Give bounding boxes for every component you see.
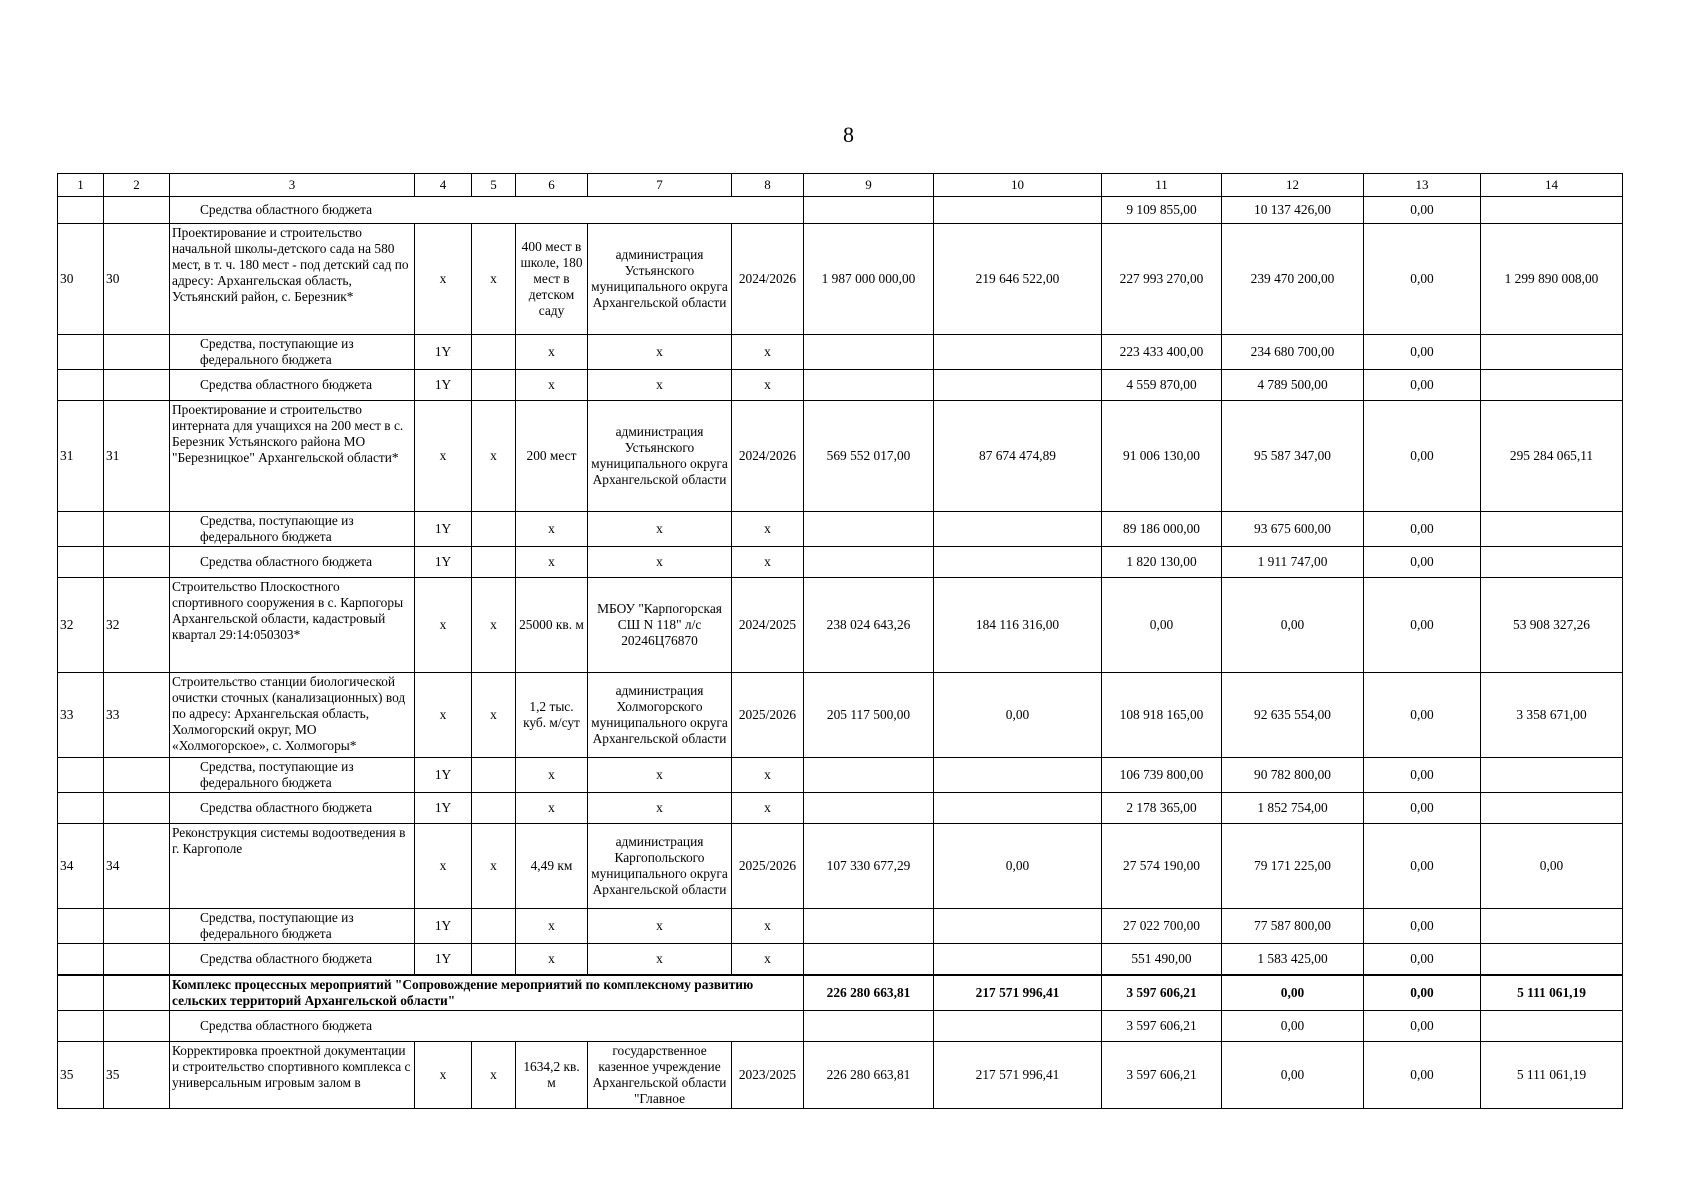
cell: 4 789 500,00 (1222, 370, 1364, 401)
cell: 0,00 (1481, 824, 1623, 909)
funding-source-label: Средства, поступающие из федерального бюджета (170, 909, 415, 944)
project-name: Проектирование и строительство начальной школы-детского сада на 580 мест, в т. ч. 180 мест - под детский сад по адресу: Архангельская область, Устьянский район, с. Березник* (170, 224, 415, 335)
funding-source-row (58, 197, 1623, 224)
cell: 1Y (415, 944, 472, 975)
cell: 400 мест в школе, 180 мест в детском саду (516, 224, 588, 335)
cell: 0,00 (1364, 335, 1481, 370)
amount-cell: 9 109 855,00 (1102, 197, 1222, 224)
cell: 0,00 (1364, 673, 1481, 758)
column-header: 13 (1364, 174, 1481, 197)
cell (804, 758, 934, 793)
cell: х (588, 512, 732, 547)
cell: 4,49 км (516, 824, 588, 909)
cell: 3 597 606,21 (1102, 1041, 1222, 1108)
project-row (58, 401, 1623, 512)
column-header: 6 (516, 174, 588, 197)
cell: 108 918 165,00 (1102, 673, 1222, 758)
empty-cell (104, 197, 170, 224)
cell: 0,00 (1364, 1041, 1481, 1108)
column-header: 4 (415, 174, 472, 197)
column-header: 12 (1222, 174, 1364, 197)
cell (934, 909, 1102, 944)
cell: х (472, 401, 516, 512)
cell: 1634,2 кв. м (516, 1041, 588, 1108)
cell: 1,2 тыс. куб. м/сут (516, 673, 588, 758)
empty-cell (58, 547, 104, 578)
project-row (58, 673, 1623, 758)
empty-cell (58, 512, 104, 547)
amount-cell: 0,00 (1364, 197, 1481, 224)
project-row (58, 824, 1623, 909)
cell: 27 022 700,00 (1102, 909, 1222, 944)
cell: 2025/2026 (732, 824, 804, 909)
cell: 0,00 (1102, 578, 1222, 673)
column-header: 1 (58, 174, 104, 197)
cell (934, 793, 1102, 824)
empty-cell (104, 512, 170, 547)
empty-cell (58, 944, 104, 975)
funding-source-row (58, 758, 1623, 793)
project-name: Строительство станции биологической очистки сточных (канализационных) вод по адресу: Архангельская область, Холмогорский округ, МО «Холмогорское», с. Холмогоры* (170, 673, 415, 758)
cell: 2024/2026 (732, 401, 804, 512)
cell: 1 299 890 008,00 (1481, 224, 1623, 335)
empty-cell (104, 1010, 170, 1041)
item-number: 34 (104, 824, 170, 909)
funding-source-row (58, 547, 1623, 578)
cell: х (516, 547, 588, 578)
empty-cell (104, 335, 170, 370)
empty-cell (58, 975, 104, 1011)
cell: 295 284 065,11 (1481, 401, 1623, 512)
empty-cell (104, 909, 170, 944)
cell: 223 433 400,00 (1102, 335, 1222, 370)
cell (472, 758, 516, 793)
funding-source-label: Средства, поступающие из федерального бюджета (170, 758, 415, 793)
cell: 1 911 747,00 (1222, 547, 1364, 578)
empty-cell (104, 793, 170, 824)
cell (1481, 512, 1623, 547)
row-number: 35 (58, 1041, 104, 1108)
page-number: 8 (843, 122, 854, 147)
funding-source-label: Средства областного бюджета (170, 944, 415, 975)
cell: 1Y (415, 758, 472, 793)
amount-cell: 0,00 (1222, 1010, 1364, 1041)
funding-source-row (58, 909, 1623, 944)
empty-cell (104, 975, 170, 1011)
cell: 0,00 (934, 673, 1102, 758)
amount-cell (934, 197, 1102, 224)
project-name: Строительство Плоскостного спортивного сооружения в с. Карпогоры Архангельской области, кадастровый квартал 29:14:050303* (170, 578, 415, 673)
cell (804, 370, 934, 401)
cell: 0,00 (1364, 824, 1481, 909)
cell: 106 739 800,00 (1102, 758, 1222, 793)
cell: 2023/2025 (732, 1041, 804, 1108)
cell: х (472, 1041, 516, 1108)
cell: 200 мест (516, 401, 588, 512)
cell: 1Y (415, 370, 472, 401)
cell: 1Y (415, 512, 472, 547)
funding-source-row (58, 335, 1623, 370)
cell: х (732, 335, 804, 370)
cell: 239 470 200,00 (1222, 224, 1364, 335)
funding-source-row (58, 793, 1623, 824)
cell: администрация Устьянского муниципального округа Архангельской области (588, 401, 732, 512)
cell: 27 574 190,00 (1102, 824, 1222, 909)
cell (472, 335, 516, 370)
cell: 91 006 130,00 (1102, 401, 1222, 512)
cell: 0,00 (1222, 578, 1364, 673)
cell: 25000 кв. м (516, 578, 588, 673)
cell: 1 987 000 000,00 (804, 224, 934, 335)
cell: 0,00 (1364, 944, 1481, 975)
cell: х (732, 370, 804, 401)
cell: 1Y (415, 793, 472, 824)
column-header: 11 (1102, 174, 1222, 197)
cell: 0,00 (1364, 909, 1481, 944)
project-name: Реконструкция системы водоотведения в г. Каргополе (170, 824, 415, 909)
amount-cell: 0,00 (1222, 975, 1364, 1011)
funding-source-label: Средства областного бюджета (170, 1010, 804, 1041)
amount-cell: 0,00 (1364, 975, 1481, 1011)
cell: государственное казенное учреждение Архангельской области "Главное (588, 1041, 732, 1108)
cell: х (732, 512, 804, 547)
column-header: 9 (804, 174, 934, 197)
row-number: 33 (58, 673, 104, 758)
cell (472, 909, 516, 944)
cell: 0,00 (1364, 578, 1481, 673)
cell: 3 358 671,00 (1481, 673, 1623, 758)
cell: 2 178 365,00 (1102, 793, 1222, 824)
cell: 79 171 225,00 (1222, 824, 1364, 909)
item-number: 35 (104, 1041, 170, 1108)
cell (934, 547, 1102, 578)
cell: х (732, 909, 804, 944)
cell: 1Y (415, 335, 472, 370)
cell (1481, 793, 1623, 824)
cell (1481, 547, 1623, 578)
cell: 226 280 663,81 (804, 1041, 934, 1108)
cell (934, 512, 1102, 547)
project-row (58, 578, 1623, 673)
funding-source-row (58, 944, 1623, 975)
header-row (58, 174, 1623, 197)
project-name: Корректировка проектной документации и строительство спортивного комплекса с универсальным игровым залом в (170, 1041, 415, 1108)
amount-cell (804, 197, 934, 224)
cell: х (588, 758, 732, 793)
cell: х (588, 944, 732, 975)
item-number: 30 (104, 224, 170, 335)
cell (934, 758, 1102, 793)
cell: х (415, 578, 472, 673)
cell (804, 944, 934, 975)
cell: 87 674 474,89 (934, 401, 1102, 512)
cell (472, 944, 516, 975)
column-header: 2 (104, 174, 170, 197)
cell: 107 330 677,29 (804, 824, 934, 909)
amount-cell: 0,00 (1364, 1010, 1481, 1041)
cell: х (516, 758, 588, 793)
cell: 551 490,00 (1102, 944, 1222, 975)
project-row (58, 224, 1623, 335)
cell: х (472, 578, 516, 673)
cell (934, 335, 1102, 370)
cell: х (516, 793, 588, 824)
cell: х (588, 547, 732, 578)
cell (934, 370, 1102, 401)
cell: 0,00 (1364, 758, 1481, 793)
row-number: 34 (58, 824, 104, 909)
cell: 569 552 017,00 (804, 401, 934, 512)
cell (472, 793, 516, 824)
amount-cell: 3 597 606,21 (1102, 975, 1222, 1011)
cell: х (516, 335, 588, 370)
cell: 234 680 700,00 (1222, 335, 1364, 370)
empty-cell (58, 793, 104, 824)
cell: х (732, 793, 804, 824)
cell: 5 111 061,19 (1481, 1041, 1623, 1108)
cell (1481, 758, 1623, 793)
row-number: 31 (58, 401, 104, 512)
cell: х (588, 370, 732, 401)
cell: 238 024 643,26 (804, 578, 934, 673)
cell: 0,00 (1222, 1041, 1364, 1108)
column-header: 10 (934, 174, 1102, 197)
cell (804, 793, 934, 824)
column-header: 7 (588, 174, 732, 197)
item-number: 31 (104, 401, 170, 512)
complex-title: Комплекс процессных мероприятий "Сопровождение мероприятий по комплексному развитию сельских территорий Архангельской области" (170, 975, 804, 1011)
empty-cell (58, 909, 104, 944)
cell: х (516, 370, 588, 401)
cell (1481, 335, 1623, 370)
cell: х (588, 335, 732, 370)
cell: 0,00 (1364, 224, 1481, 335)
funding-source-row (58, 370, 1623, 401)
empty-cell (58, 370, 104, 401)
item-number: 33 (104, 673, 170, 758)
cell (804, 335, 934, 370)
cell: 0,00 (1364, 512, 1481, 547)
cell: 1 852 754,00 (1222, 793, 1364, 824)
cell: 0,00 (1364, 401, 1481, 512)
cell: 2024/2026 (732, 224, 804, 335)
project-name: Проектирование и строительство интерната для учащихся на 200 мест в с. Березник Устьянского района МО "Березницкое" Архангельской области* (170, 401, 415, 512)
cell (804, 909, 934, 944)
empty-cell (104, 944, 170, 975)
cell: х (732, 547, 804, 578)
cell (472, 547, 516, 578)
column-header: 5 (472, 174, 516, 197)
amount-cell: 10 137 426,00 (1222, 197, 1364, 224)
cell: администрация Холмогорского муниципального округа Архангельской области (588, 673, 732, 758)
amount-cell (1481, 197, 1623, 224)
cell: 93 675 600,00 (1222, 512, 1364, 547)
empty-cell (104, 758, 170, 793)
funding-source-label: Средства, поступающие из федерального бюджета (170, 335, 415, 370)
amount-cell: 5 111 061,19 (1481, 975, 1623, 1011)
cell: 0,00 (1364, 793, 1481, 824)
amount-cell (934, 1010, 1102, 1041)
complex-row (58, 975, 1623, 1011)
cell: х (588, 793, 732, 824)
cell: 95 587 347,00 (1222, 401, 1364, 512)
cell: 1Y (415, 909, 472, 944)
cell: администрация Устьянского муниципального округа Архангельской области (588, 224, 732, 335)
cell (804, 547, 934, 578)
cell: 0,00 (1364, 370, 1481, 401)
row-number: 32 (58, 578, 104, 673)
empty-cell (104, 370, 170, 401)
cell: х (516, 512, 588, 547)
column-header: 3 (170, 174, 415, 197)
cell: 89 186 000,00 (1102, 512, 1222, 547)
cell: х (516, 909, 588, 944)
funding-source-row (58, 1010, 1623, 1041)
cell: 217 571 996,41 (934, 1041, 1102, 1108)
item-number: 32 (104, 578, 170, 673)
cell (1481, 944, 1623, 975)
cell: 90 782 800,00 (1222, 758, 1364, 793)
cell: 1 820 130,00 (1102, 547, 1222, 578)
cell: х (415, 224, 472, 335)
funding-source-label: Средства областного бюджета (170, 197, 804, 224)
empty-cell (104, 547, 170, 578)
cell: 2024/2025 (732, 578, 804, 673)
funding-source-label: Средства областного бюджета (170, 370, 415, 401)
cell: 53 908 327,26 (1481, 578, 1623, 673)
cell: МБОУ "Карпогорская СШ N 118" л/с 20246Ц76870 (588, 578, 732, 673)
funding-source-row (58, 512, 1623, 547)
cell: х (472, 224, 516, 335)
cell (934, 944, 1102, 975)
cell: х (472, 824, 516, 909)
cell: х (588, 909, 732, 944)
cell: администрация Каргопольского муниципального округа Архангельской области (588, 824, 732, 909)
funding-source-label: Средства, поступающие из федерального бюджета (170, 512, 415, 547)
cell: 0,00 (934, 824, 1102, 909)
amount-cell (1481, 1010, 1623, 1041)
amount-cell (804, 1010, 934, 1041)
cell: х (472, 673, 516, 758)
cell: 4 559 870,00 (1102, 370, 1222, 401)
cell: х (732, 758, 804, 793)
empty-cell (58, 1010, 104, 1041)
cell: 0,00 (1364, 547, 1481, 578)
cell: 205 117 500,00 (804, 673, 934, 758)
cell: 92 635 554,00 (1222, 673, 1364, 758)
empty-cell (58, 335, 104, 370)
cell (804, 512, 934, 547)
cell: 2025/2026 (732, 673, 804, 758)
cell (1481, 909, 1623, 944)
cell: 77 587 800,00 (1222, 909, 1364, 944)
column-header: 8 (732, 174, 804, 197)
cell: 219 646 522,00 (934, 224, 1102, 335)
amount-cell: 226 280 663,81 (804, 975, 934, 1011)
cell (472, 370, 516, 401)
cell: х (415, 401, 472, 512)
empty-cell (58, 758, 104, 793)
funding-source-label: Средства областного бюджета (170, 547, 415, 578)
project-row (58, 1041, 1623, 1108)
cell: х (415, 673, 472, 758)
budget-table (57, 173, 1623, 1109)
column-header: 14 (1481, 174, 1623, 197)
row-number: 30 (58, 224, 104, 335)
cell (1481, 370, 1623, 401)
cell: 1Y (415, 547, 472, 578)
empty-cell (58, 197, 104, 224)
amount-cell: 3 597 606,21 (1102, 1010, 1222, 1041)
cell: х (415, 824, 472, 909)
cell: 1 583 425,00 (1222, 944, 1364, 975)
cell: 227 993 270,00 (1102, 224, 1222, 335)
amount-cell: 217 571 996,41 (934, 975, 1102, 1011)
cell: х (516, 944, 588, 975)
cell: 184 116 316,00 (934, 578, 1102, 673)
cell: х (415, 1041, 472, 1108)
cell: х (732, 944, 804, 975)
funding-source-label: Средства областного бюджета (170, 793, 415, 824)
cell (472, 512, 516, 547)
